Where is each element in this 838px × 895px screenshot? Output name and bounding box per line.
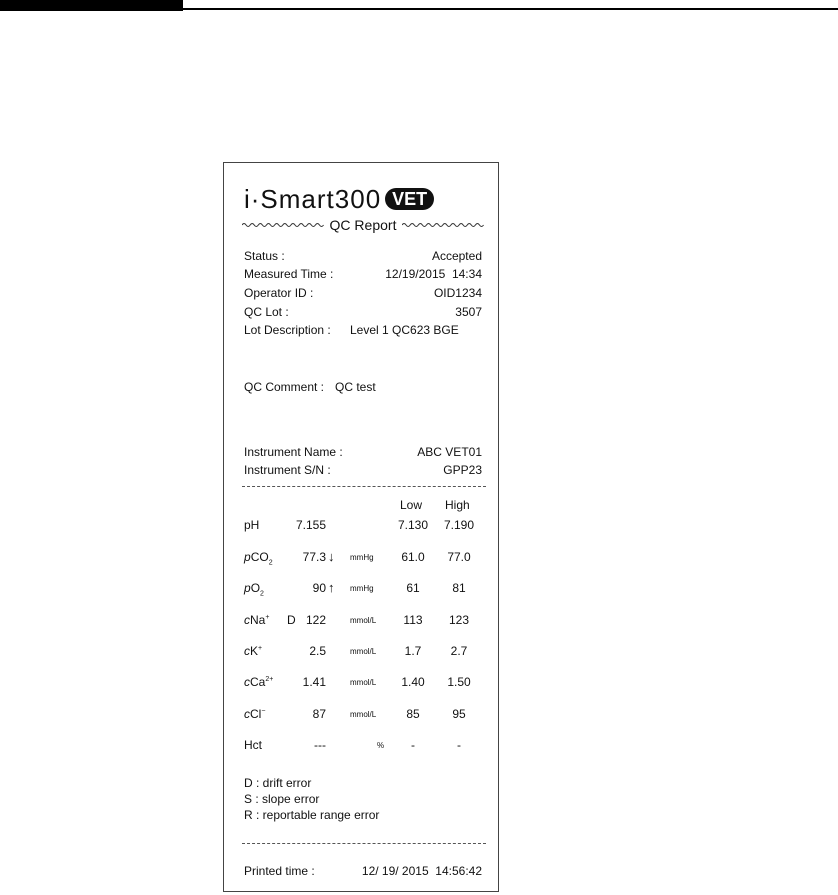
- analyte-symbol: O: [250, 581, 261, 595]
- measured-time-row: [244, 266, 482, 283]
- high-limit: 2.7: [450, 644, 468, 658]
- printed-time-value: 12/ 19/ 2015 14:56:42: [361, 864, 482, 878]
- instrument-sn-label: Instrument S/N :: [244, 463, 331, 477]
- analyte-prefix: c: [244, 644, 250, 658]
- unit-label: mmol/L: [350, 616, 377, 625]
- unit-label: mmHg: [350, 553, 374, 562]
- report-title-row: [242, 215, 484, 235]
- analyte-subscript: 2: [260, 590, 264, 598]
- analyte-prefix: p: [244, 550, 251, 564]
- analyte-symbol: CO: [250, 550, 269, 564]
- analyte-name: [244, 518, 259, 534]
- arrow-up-icon: ↑: [328, 580, 335, 595]
- low-limit: 1.7: [404, 644, 422, 658]
- analyte-name: [244, 644, 262, 660]
- error-legend: [244, 775, 379, 823]
- instrument-name-label: Instrument Name :: [244, 445, 343, 459]
- lot-description-row: [244, 322, 482, 339]
- error-flag: D: [287, 613, 296, 627]
- analyte-name: [244, 550, 273, 566]
- unit-label: %: [377, 741, 385, 750]
- high-limit: -: [457, 738, 461, 752]
- qc-lot-label: QC Lot :: [244, 305, 289, 319]
- qc-lot-row: [244, 304, 482, 321]
- analyte-name: [244, 613, 269, 629]
- legend-slope: S : slope error: [244, 792, 320, 806]
- measured-value: 122: [305, 613, 326, 627]
- instrument-name-row: [244, 444, 482, 461]
- measured-value: 2.5: [309, 644, 326, 658]
- legend-drift: D : drift error: [244, 776, 312, 790]
- high-limit: 77.0: [447, 550, 471, 564]
- logo-wordmark: i·Smart300: [244, 183, 382, 214]
- analyte-charge: +: [265, 614, 270, 621]
- analyte-charge: −: [261, 708, 266, 715]
- instrument-sn-row: [244, 462, 482, 479]
- measured-value: ---: [314, 738, 326, 752]
- analyte-symbol: Cl: [250, 707, 262, 721]
- logo-badge: VET: [385, 188, 434, 210]
- analyte-name: [244, 581, 264, 597]
- low-limit: 113: [403, 613, 423, 627]
- status-label: Status :: [244, 249, 285, 263]
- analyte-charge: 2+: [265, 676, 274, 683]
- analyte-symbol: Hct: [244, 738, 262, 752]
- col-header-low: Low: [400, 498, 423, 512]
- high-limit: 123: [448, 613, 470, 627]
- low-limit: 7.130: [397, 518, 429, 532]
- col-header-high: High: [445, 498, 470, 512]
- wave-divider-right: [402, 222, 484, 228]
- analyte-charge: +: [258, 645, 263, 652]
- high-limit: 1.50: [447, 675, 471, 689]
- lot-description-label: Lot Description :: [244, 323, 331, 337]
- legend-range: R : reportable range error: [244, 808, 380, 822]
- analyte-symbol: Ca: [250, 675, 266, 689]
- measured-value: 7.155: [295, 518, 326, 532]
- measured-value: 90: [312, 581, 326, 595]
- printed-time-label: Printed time :: [244, 864, 315, 878]
- report-title: QC Report: [329, 217, 397, 233]
- analyte-name: [244, 738, 262, 754]
- qc-comment-value: QC test: [335, 380, 376, 394]
- high-limit: 95: [452, 707, 466, 721]
- measured-time-value: 12/19/2015 14:34: [385, 267, 482, 281]
- low-limit: 61.0: [401, 550, 425, 564]
- unit-label: mmHg: [350, 584, 374, 593]
- analyte-symbol: pH: [244, 518, 260, 532]
- measured-value: 1.41: [302, 675, 326, 689]
- status-value: Accepted: [431, 249, 482, 263]
- analyte-symbol: Na: [250, 613, 266, 627]
- wave-divider-left: [242, 222, 324, 228]
- analyte-symbol: K: [250, 644, 259, 658]
- qc-report-printout: [223, 162, 499, 892]
- printed-time-row: [244, 863, 482, 880]
- qc-comment-row: [244, 379, 482, 396]
- analyte-prefix: c: [244, 707, 250, 721]
- low-limit: 61: [406, 581, 420, 595]
- lot-description-value: Level 1 QC623 BGE: [350, 323, 459, 337]
- instrument-sn-value: GPP23: [443, 463, 482, 477]
- measured-value: 87: [312, 707, 326, 721]
- operator-label: Operator ID :: [244, 286, 314, 300]
- measured-time-label: Measured Time :: [244, 267, 334, 281]
- analyte-name: [244, 675, 273, 691]
- brand-logo: [244, 183, 434, 215]
- high-limit: 81: [452, 581, 466, 595]
- low-limit: 85: [406, 707, 420, 721]
- unit-label: mmol/L: [350, 678, 377, 687]
- qc-lot-value: 3507: [455, 305, 482, 319]
- status-row: [244, 248, 482, 265]
- analyte-prefix: c: [244, 675, 250, 689]
- low-limit: 1.40: [401, 675, 425, 689]
- unit-label: mmol/L: [350, 647, 377, 656]
- analyte-name: [244, 707, 265, 723]
- analyte-prefix: c: [244, 613, 250, 627]
- footer-divider: [242, 843, 486, 844]
- page-header-bar: [0, 0, 183, 11]
- operator-value: OID1234: [433, 286, 482, 300]
- low-limit: -: [411, 738, 415, 752]
- unit-label: mmol/L: [350, 710, 377, 719]
- operator-row: [244, 285, 482, 302]
- qc-comment-label: QC Comment :: [244, 380, 325, 394]
- arrow-down-icon: ↓: [328, 549, 335, 564]
- dashed-divider: [242, 486, 486, 487]
- high-limit: 7.190: [443, 518, 475, 532]
- analyte-prefix: p: [244, 581, 251, 595]
- instrument-name-value: ABC VET01: [417, 445, 482, 459]
- page-header-rule: [183, 8, 838, 10]
- analyte-subscript: 2: [268, 559, 273, 567]
- measured-value: 77.3: [302, 550, 326, 564]
